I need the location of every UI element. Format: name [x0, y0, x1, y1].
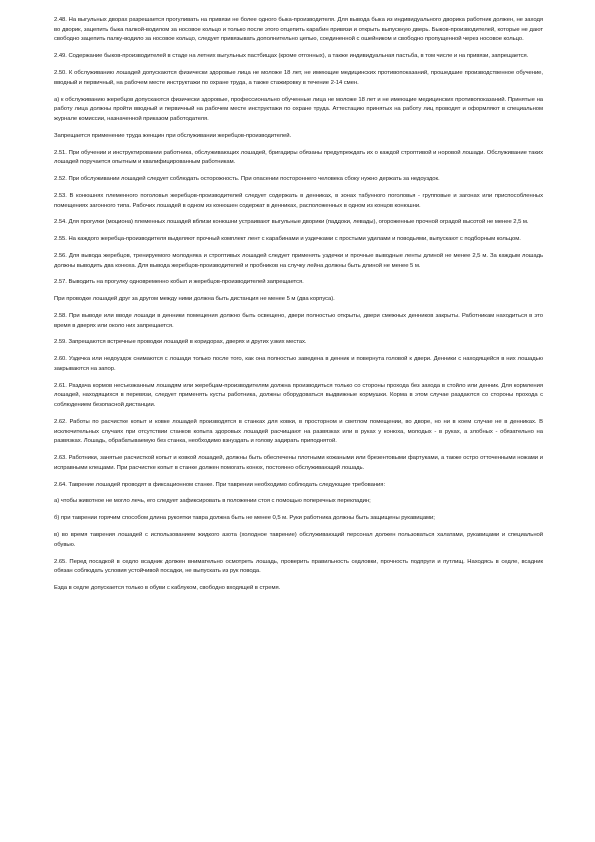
paragraph-2-57: 2.57. Выводить на прогулку одновременно кобыл и жеребцов-производителей запрещается. — [54, 279, 304, 286]
paragraph-2-62: 2.62. Работы по расчистке копыт и ковке лошадей производятся в станках для ковки, в просторном и светлом помещении, во дворе, но ни в коем случае не в денниках. В исключительных случаях при отсутствии станков копыта здоровых лошадей расчищают на развязках или в руках у конюха, молодых - в руках, а злобных - обязательно на развязках. Лошадь, обрабатываемую без станка, необходимо взнуздать и голову задирать приподнятой. — [54, 418, 543, 445]
paragraph-2-65: 2.65. Перед посадкой в седло всадник должен внимательно осмотреть лошадь, проверить правильность седловки, прочность подпруги и путлищ. Находясь в седле, всадник обязан соблюдать условия устойчивой посадки, не выпускать из рук повода. — [54, 558, 543, 575]
paragraph-2-56: 2.56. Для вывода жеребцов, тренируемого молодняка и строптивых лошадей следует применять уздечки и прочные выводные ленты длиной не менее 2,5 м. За каждым лошадь должны выводить два конюха. Для вывода жеребцов-производителей и пробников на случку лейна должны быть длиной не менее 5 м. — [54, 252, 543, 269]
paragraph-2-61: 2.61. Раздача кормов несъезжанным лошадям или жеребцам-производителям должна производиться только со стороны прохода без захода в стойло или денник. Для кормления лошадей, находящихся в перевязи, следует применять кусты работника, должны оборудоваться выдвижные кормушки. Корма в этом случае раздаются со стороны прохода с соблюдением безопасной дистанции. — [54, 382, 543, 409]
paragraph-women-prohibition: Запрещается применение труда женщин при обслуживании жеребцов-производителей. — [54, 132, 292, 139]
paragraph-2-64: 2.64. Таврение лошадей проводят в фиксационном станке. При таврении необходимо соблюдать следующие требования: — [54, 481, 386, 488]
paragraph-2-58: 2.58. При выводе или вводе лошади в денники помещения должно быть освещено, двери полностью открыты, двери смежных денников закрыты. Работникам находиться в это время в дверях или около них запрещается. — [54, 312, 543, 329]
paragraph-2-60: 2.60. Уздечка или недоуздок снимаются с лошади только после того, как она полностью заведена в денник и повернута головой к двери. Денники с находящейся в них лошадью закрываются на запор. — [54, 356, 543, 372]
paragraph-2-64-c: в) во время таврения лошадей с использованием жидкого азота (холодное таврение) обслуживающий персонал должен пользоваться халатами, рукавицами и специальной обувью. — [54, 532, 543, 548]
paragraph-2-59: 2.59. Запрещаются встречные проводки лошадей в коридорах, дверях и других узких местах. — [54, 339, 307, 346]
paragraph-2-64-a: а) чтобы животное не могло лечь, его следует зафиксировать в положении стоя с помощью поперечных перекладин; — [54, 498, 371, 505]
paragraph-saddle-footwear: Езда в седле допускается только в обуви с каблуком, свободно входящей в стремя. — [54, 585, 281, 592]
paragraph-2-52: 2.52. При обслуживании лошадей следует соблюдать осторожность. При опасении постороннего человека сбоку нужно держать за недоуздок. — [54, 176, 440, 182]
paragraph-2-54: 2.54. Для прогулки (моциона) племенных лошадей вблизи конюшни устраивают выгульные дворики (паддоки, левады), огороженные прочной оградой высотой не менее 2,5 м. — [54, 219, 529, 226]
paragraph-2-64-b: б) при таврении горячим способом длина рукоятки тавра должна быть не менее 0,5 м. Руки работника должны быть защищены рукавицами; — [54, 515, 435, 522]
paragraph-2-53: 2.53. В конюшнях племенного поголовья жеребцов-производителей следует содержать в денниках, в зонах табунного поголовья - групповые и загонах или приспособленных помещениях загонного типа. Рабочих лошадей в одном из конюшен содержат в денниках, расположенных в одном из концов конюшни. — [54, 192, 543, 209]
paragraph-2-50: 2.50. К обслуживанию лошадей допускаются физически здоровые лица не моложе 18 лет, не имеющие медицинских противопоказаний, прошедшие производственное обучение, вводный и первичный, на рабочем месте инструктажи по охране труда, а также стажировку в течение 2-14 смен. — [54, 70, 543, 86]
paragraph-2-48: 2.48. На выгульных дворах разрешается прогуливать на привязи не более одного быка-производителя. Для вывода быка из индивидуального дворика работник должен, не заходя во дворик, зацепить быка палкой-водилом за носовое кольцо и только после этого отцепить карабин привязи и открыть выпускную дверь. Быков-производителей, которые не дают свободно зацепить палку-водило за носовое кольцо, следует привязывать дополнительно цепью, соединенной с ошейником и свободно пропущенной через носовое кольцо. — [54, 17, 543, 43]
paragraph-distance: При проводке лошадей друг за другом между ними должна быть дистанция не менее 5 м (два корпуса). — [54, 296, 335, 303]
paragraph-2-55: 2.55. На каждого жеребца-производителя выделяют прочный комплект лент с карабинами и уздечками с простыми удилами и поводьями, выпускают с подборным кольцом. — [54, 236, 521, 243]
paragraph-2-49: 2.49. Содержание быков-производителей в стаде на летних выгульных пастбищах (кроме отгонных), а также индивидуальная пастьба, в том числе и на привязи, запрещается. — [54, 53, 529, 60]
paragraph-2-63: 2.63. Работники, занятые расчисткой копыт и ковкой лошадей, должны быть обеспечены плотными кожаными или брезентовыми фартуками, а также остро отточенными ножами и исправными клещами. При расчистке копыт в станке должен помогать конюх, постоянно обслуживающий лошадь. — [54, 455, 543, 471]
paragraph-2-51: 2.51. При обучении и инструктировании работника, обслуживающих лошадей, бригадиры обязаны предупреждать их о каждой строптивой и норовой лошади. Обслуживание таких лошадей поручается опытным и квалифицированным работникам. — [54, 149, 543, 166]
paragraph-2-50-a: а) к обслуживанию жеребцов допускаются физически здоровые, профессионально обученные лица не моложе 18 лет и не имеющие медицинских противопоказаний. Принятые на работу лица должны пройти вводный и первичный на рабочем месте инструктажи по охране труда. Аттестацию принятых на работу лиц проводят и оформляют в специальном журнале комиссии, назначенной приказом работодателя. — [54, 96, 543, 122]
